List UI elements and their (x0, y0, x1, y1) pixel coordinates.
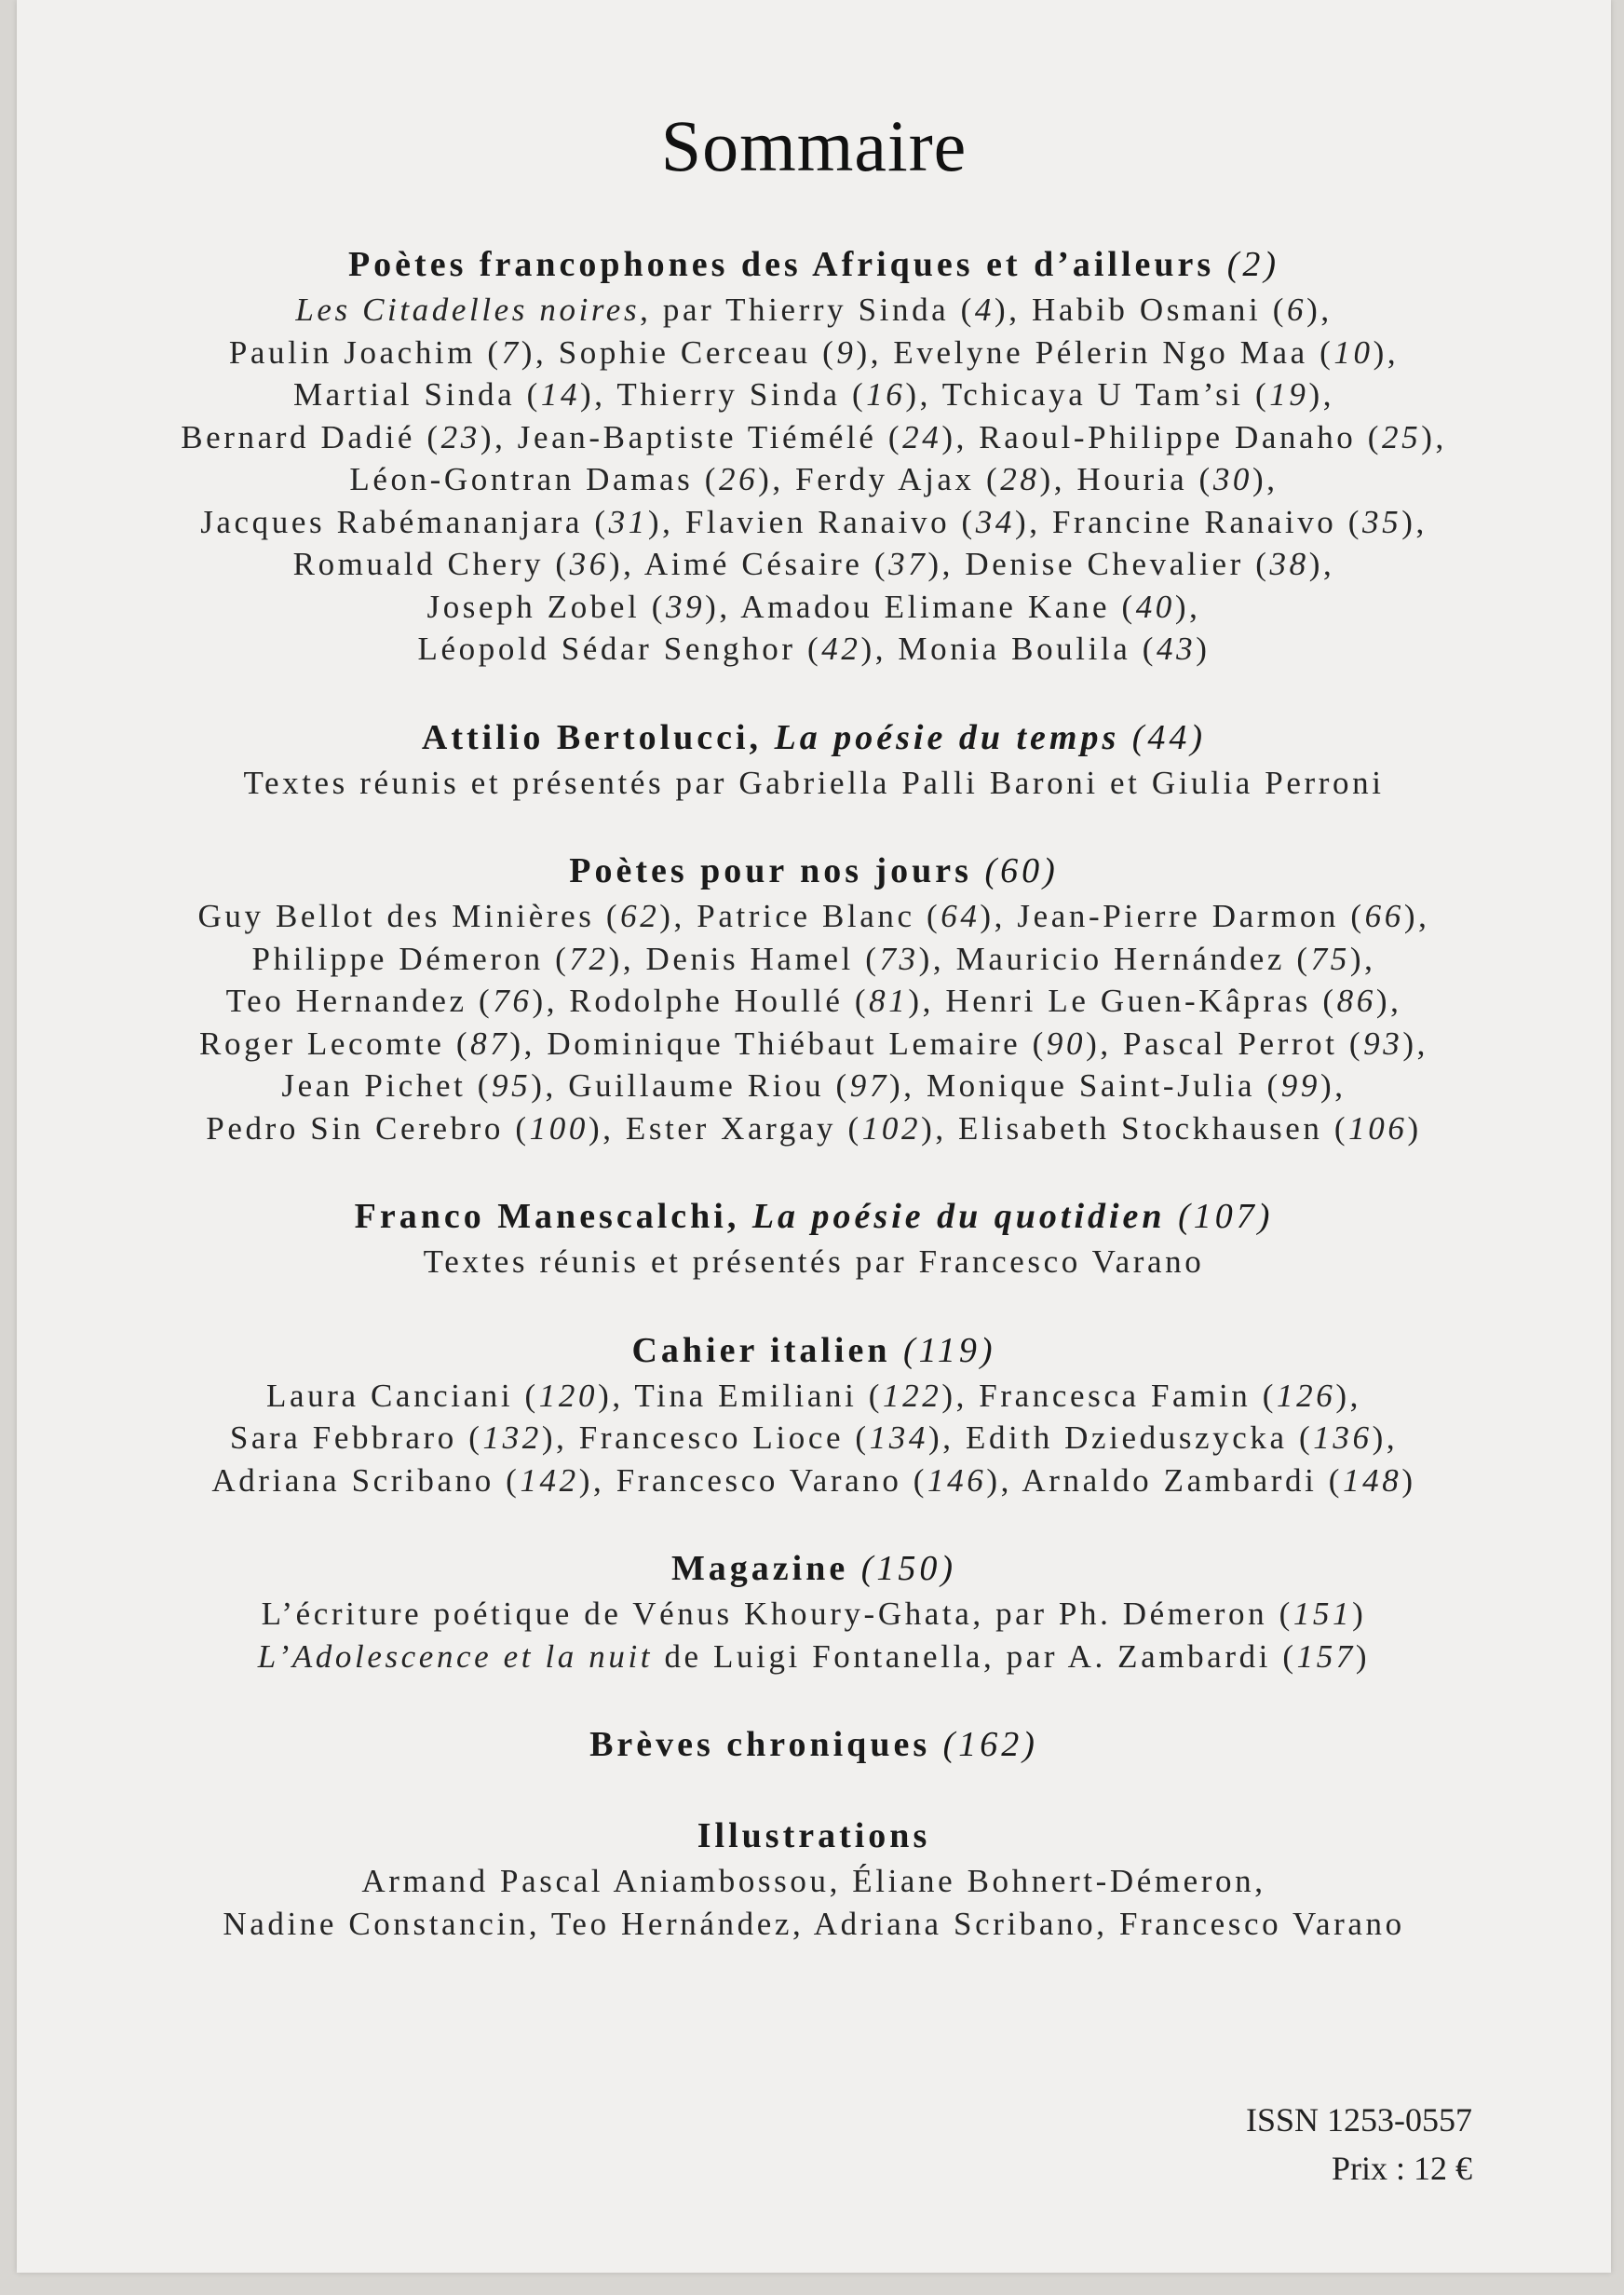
entry-text: ), Rodolphe Houllé ( (532, 983, 870, 1019)
entry-text: ), (1349, 940, 1376, 977)
toc-entry-line (17, 1023, 1611, 1066)
entry-text: ), (1402, 1025, 1428, 1062)
toc-entry-line (17, 289, 1611, 332)
entry-text: Bernard Dadié ( (181, 418, 441, 455)
entry-text: ), Denis Hamel ( (608, 940, 880, 977)
italic-text: 4 (974, 292, 995, 328)
italic-text: 9 (836, 333, 857, 371)
entry-text: Martial Sinda ( (292, 376, 541, 413)
italic-text: 76 (493, 983, 533, 1019)
entry-text: ), (1373, 333, 1400, 371)
entry-text: ) (1407, 1109, 1422, 1147)
italic-text: 99 (1280, 1067, 1320, 1104)
section-heading (17, 1544, 1611, 1593)
entry-text: ), (1308, 546, 1335, 582)
toc-entry-line (17, 1375, 1611, 1418)
section-heading (17, 240, 1611, 289)
entry-text: ), Francesca Famin ( (941, 1377, 1278, 1414)
italic-text: 62 (620, 898, 660, 934)
italic-text: 132 (482, 1419, 542, 1456)
toc-entry-line (17, 1460, 1611, 1502)
toc-entry-line (17, 980, 1611, 1023)
italic-text: 36 (569, 546, 609, 582)
italic-text: 157 (1296, 1637, 1356, 1675)
entry-text: ), (1174, 588, 1201, 625)
entry-text: ), Ester Xargay ( (588, 1109, 862, 1147)
italic-text: 64 (941, 898, 981, 934)
italic-text: 120 (538, 1377, 599, 1414)
entry-text: ), Flavien Ranaivo ( (647, 503, 976, 540)
italic-text: 95 (492, 1067, 532, 1104)
section-heading-text: Attilio Bertolucci, (421, 717, 775, 757)
entry-text: ), (1252, 461, 1279, 497)
italic-text: 72 (569, 940, 609, 977)
italic-text: 25 (1382, 418, 1422, 455)
entry-text: Paulin Joachim ( (228, 333, 502, 371)
entry-text: ), Denise Chevalier ( (927, 546, 1270, 582)
section-heading (17, 847, 1611, 895)
toc-entry-line (17, 1417, 1611, 1460)
italic-text: 31 (608, 503, 648, 540)
entry-text: ), Pascal Perrot ( (1086, 1025, 1364, 1062)
toc-entry-line (17, 895, 1611, 938)
italic-text: 86 (1336, 983, 1376, 1019)
italic-text: 42 (821, 631, 861, 667)
entry-text: ), Francesco Lioce ( (541, 1419, 870, 1456)
italic-text: 97 (849, 1067, 889, 1104)
italic-text: 136 (1313, 1419, 1373, 1456)
toc-section (17, 1720, 1611, 1769)
toc-section (17, 1812, 1611, 1945)
page (17, 0, 1611, 2273)
entry-text: ) (1355, 1637, 1371, 1675)
page-title: Sommaire (660, 105, 968, 186)
section-heading-text: Poètes francophones des Afriques et d’ailleurs (347, 245, 1215, 284)
italic-text: 75 (1310, 940, 1350, 977)
entry-text: ), Henri Le Guen-Kâpras ( (908, 983, 1337, 1019)
italic-text: 35 (1362, 503, 1402, 540)
italic-text: 30 (1212, 461, 1253, 497)
toc-entry-line (17, 373, 1611, 416)
italic-text: 39 (665, 588, 706, 625)
italic-text: 26 (718, 461, 759, 497)
entry-text: ), (1421, 418, 1447, 455)
entry-text: ), (1308, 376, 1335, 413)
entry-text: Textes réunis et présentés par Francesco Varano (423, 1243, 1205, 1280)
entry-text: , par Thierry Sinda ( (640, 292, 975, 328)
entry-text: Jacques Rabémananjara ( (200, 503, 609, 540)
italic-text: Les Citadelles noires (295, 292, 641, 328)
entry-text: ), Jean-Pierre Darmon ( (980, 898, 1365, 934)
entry-text: Nadine Constancin, Teo Hernández, Adriana Scribano, Francesco Varano (223, 1905, 1405, 1942)
table-of-contents (17, 240, 1611, 1988)
toc-entry-line (17, 628, 1611, 671)
entry-text: ), Ferdy Ajax ( (758, 461, 1001, 497)
entry-text: ), Dominique Thiébaut Lemaire ( (509, 1025, 1047, 1062)
entry-text: ), (1306, 292, 1333, 328)
italic-text: 102 (861, 1109, 922, 1147)
entry-text: ) (1352, 1596, 1367, 1632)
italic-text: 40 (1135, 588, 1175, 625)
italic-text: 151 (1292, 1596, 1353, 1632)
section-page-number: (44) (1131, 717, 1207, 757)
italic-text: 81 (869, 983, 909, 1019)
entry-text: ), Evelyne Pélerin Ngo Maa ( (856, 333, 1334, 371)
entry-text: ), Habib Osmani ( (995, 292, 1287, 328)
italic-text: 106 (1348, 1109, 1408, 1147)
italic-text: 10 (1333, 333, 1374, 371)
entry-text: Armand Pascal Aniambossou, Éliane Bohnert-Démeron, (361, 1863, 1266, 1899)
entry-text: ), Thierry Sinda ( (580, 376, 867, 413)
toc-entry-line (17, 1636, 1611, 1678)
toc-entry-line (17, 1107, 1611, 1150)
section-heading (17, 1720, 1611, 1769)
entry-text: ), Amadou Elimane Kane ( (705, 588, 1136, 625)
toc-entry-line (17, 1903, 1611, 1946)
entry-text: ), Tina Emiliani ( (598, 1377, 884, 1414)
toc-entry-line (17, 1860, 1611, 1903)
italic-text: 24 (902, 418, 942, 455)
entry-text: ) (1401, 1461, 1416, 1499)
entry-text: ), Raoul-Philippe Danaho ( (941, 418, 1382, 455)
entry-text: ), Aimé Césaire ( (608, 546, 889, 582)
entry-text: Joseph Zobel ( (426, 588, 666, 625)
italic-text: 34 (975, 503, 1015, 540)
section-work-title: La poésie du temps (774, 717, 1120, 757)
italic-text: L’Adolescence et la nuit (257, 1637, 654, 1675)
section-heading (17, 1192, 1611, 1241)
entry-text: Jean Pichet ( (281, 1067, 493, 1104)
entry-text: ), Patrice Blanc ( (659, 898, 941, 934)
section-page-number: (150) (860, 1549, 957, 1588)
entry-text: Sara Febbraro ( (229, 1419, 483, 1456)
toc-section (17, 1326, 1611, 1502)
italic-text: 134 (869, 1419, 929, 1456)
toc-entry-line (17, 1241, 1611, 1283)
italic-text: 142 (520, 1461, 579, 1499)
italic-text: 122 (883, 1377, 942, 1414)
entry-text: ), (1401, 503, 1428, 540)
entry-text: ), (1320, 1067, 1347, 1104)
toc-section (17, 1544, 1611, 1677)
entry-text: Laura Canciani ( (266, 1377, 539, 1414)
italic-text: 19 (1269, 376, 1309, 413)
italic-text: 126 (1277, 1377, 1336, 1414)
section-heading-text: Magazine (670, 1549, 849, 1588)
entry-text: ), Jean-Baptiste Tiémélé ( (480, 418, 903, 455)
toc-entry-line (17, 543, 1611, 586)
entry-text: Adriana Scribano ( (211, 1461, 521, 1499)
toc-section (17, 713, 1611, 805)
entry-text: Roger Lecomte ( (199, 1025, 471, 1062)
entry-text: ), Guillaume Riou ( (531, 1067, 850, 1104)
italic-text: 6 (1286, 292, 1307, 328)
entry-text: ), Monique Saint-Julia ( (888, 1067, 1281, 1104)
italic-text: 14 (540, 376, 581, 413)
italic-text: 16 (866, 376, 906, 413)
toc-section (17, 847, 1611, 1149)
entry-text: ), Elisabeth Stockhausen ( (921, 1109, 1349, 1147)
publication-info (1246, 2096, 1472, 2193)
italic-text: 7 (501, 333, 521, 371)
entry-text: Philippe Démeron ( (251, 940, 570, 977)
entry-text: ), (1372, 1419, 1399, 1456)
section-heading-text: Illustrations (697, 1816, 931, 1855)
entry-text: ), (1403, 898, 1430, 934)
entry-text: ), Houria ( (1039, 461, 1213, 497)
section-heading (17, 1326, 1611, 1375)
italic-text: 66 (1364, 898, 1404, 934)
italic-text: 148 (1343, 1461, 1402, 1499)
italic-text: 43 (1156, 631, 1197, 667)
section-heading (17, 713, 1611, 762)
toc-section (17, 1192, 1611, 1283)
entry-text: ), (1335, 1377, 1361, 1414)
toc-section (17, 240, 1611, 671)
entry-text: Teo Hernandez ( (225, 983, 494, 1019)
entry-text: ), Francine Ranaivo ( (1015, 503, 1362, 540)
italic-text: 93 (1363, 1025, 1403, 1062)
section-page-number: (60) (984, 851, 1059, 890)
italic-text: 146 (927, 1461, 987, 1499)
entry-text: ), Tchicaya U Tam’si ( (905, 376, 1270, 413)
entry-text: ), Mauricio Hernández ( (918, 940, 1311, 977)
entry-text: Léopold Sédar Senghor ( (417, 631, 822, 667)
section-work-title: La poésie du quotidien (751, 1197, 1166, 1236)
issn: ISSN 1253-0557 (1246, 2101, 1473, 2139)
italic-text: 73 (879, 940, 919, 977)
toc-entry-line (17, 762, 1611, 805)
toc-entry-line (17, 458, 1611, 501)
entry-text: ) (1196, 631, 1211, 667)
italic-text: 37 (888, 546, 928, 582)
entry-text: Romuald Chery ( (292, 546, 570, 582)
toc-entry-line (17, 586, 1611, 629)
section-page-number: (107) (1178, 1197, 1274, 1236)
italic-text: 87 (470, 1025, 510, 1062)
entry-text: Textes réunis et présentés par Gabriella Palli Baroni et Giulia Perroni (243, 764, 1385, 801)
toc-entry-line (17, 1593, 1611, 1636)
entry-text: Léon-Gontran Damas ( (349, 461, 719, 497)
toc-entry-line (17, 332, 1611, 374)
toc-entry-line (17, 1065, 1611, 1107)
entry-text: ), Arnaldo Zambardi ( (986, 1461, 1344, 1499)
section-heading-text: Cahier italien (631, 1330, 891, 1370)
italic-text: 38 (1269, 546, 1309, 582)
entry-text: ), Sophie Cerceau ( (521, 333, 837, 371)
toc-entry-line (17, 416, 1611, 459)
toc-entry-line (17, 501, 1611, 544)
italic-text: 28 (1000, 461, 1040, 497)
entry-text: de Luigi Fontanella, par A. Zambardi ( (653, 1637, 1297, 1675)
entry-text: Guy Bellot des Minières ( (197, 898, 621, 934)
italic-text: 23 (440, 418, 480, 455)
entry-text: ), Edith Dzieduszycka ( (928, 1419, 1314, 1456)
section-heading (17, 1812, 1611, 1860)
entry-text: L’écriture poétique de Vénus Khoury-Ghata, par Ph. Démeron ( (261, 1596, 1293, 1632)
section-heading-text: Franco Manescalchi, (354, 1197, 752, 1236)
section-page-number: (119) (903, 1330, 996, 1370)
entry-text: ), Francesco Varano ( (578, 1461, 928, 1499)
italic-text: 90 (1046, 1025, 1087, 1062)
italic-text: 100 (529, 1109, 589, 1147)
entry-text: ), Monia Boulila ( (860, 631, 1157, 667)
section-page-number: (2) (1226, 245, 1280, 284)
section-heading-text: Brèves chroniques (589, 1725, 931, 1764)
section-page-number: (162) (942, 1725, 1038, 1764)
entry-text: Pedro Sin Cerebro ( (206, 1109, 530, 1147)
price: Prix : 12 € (1332, 2150, 1473, 2187)
section-heading-text: Poètes pour nos jours (569, 851, 972, 890)
toc-entry-line (17, 938, 1611, 981)
entry-text: ), (1375, 983, 1402, 1019)
